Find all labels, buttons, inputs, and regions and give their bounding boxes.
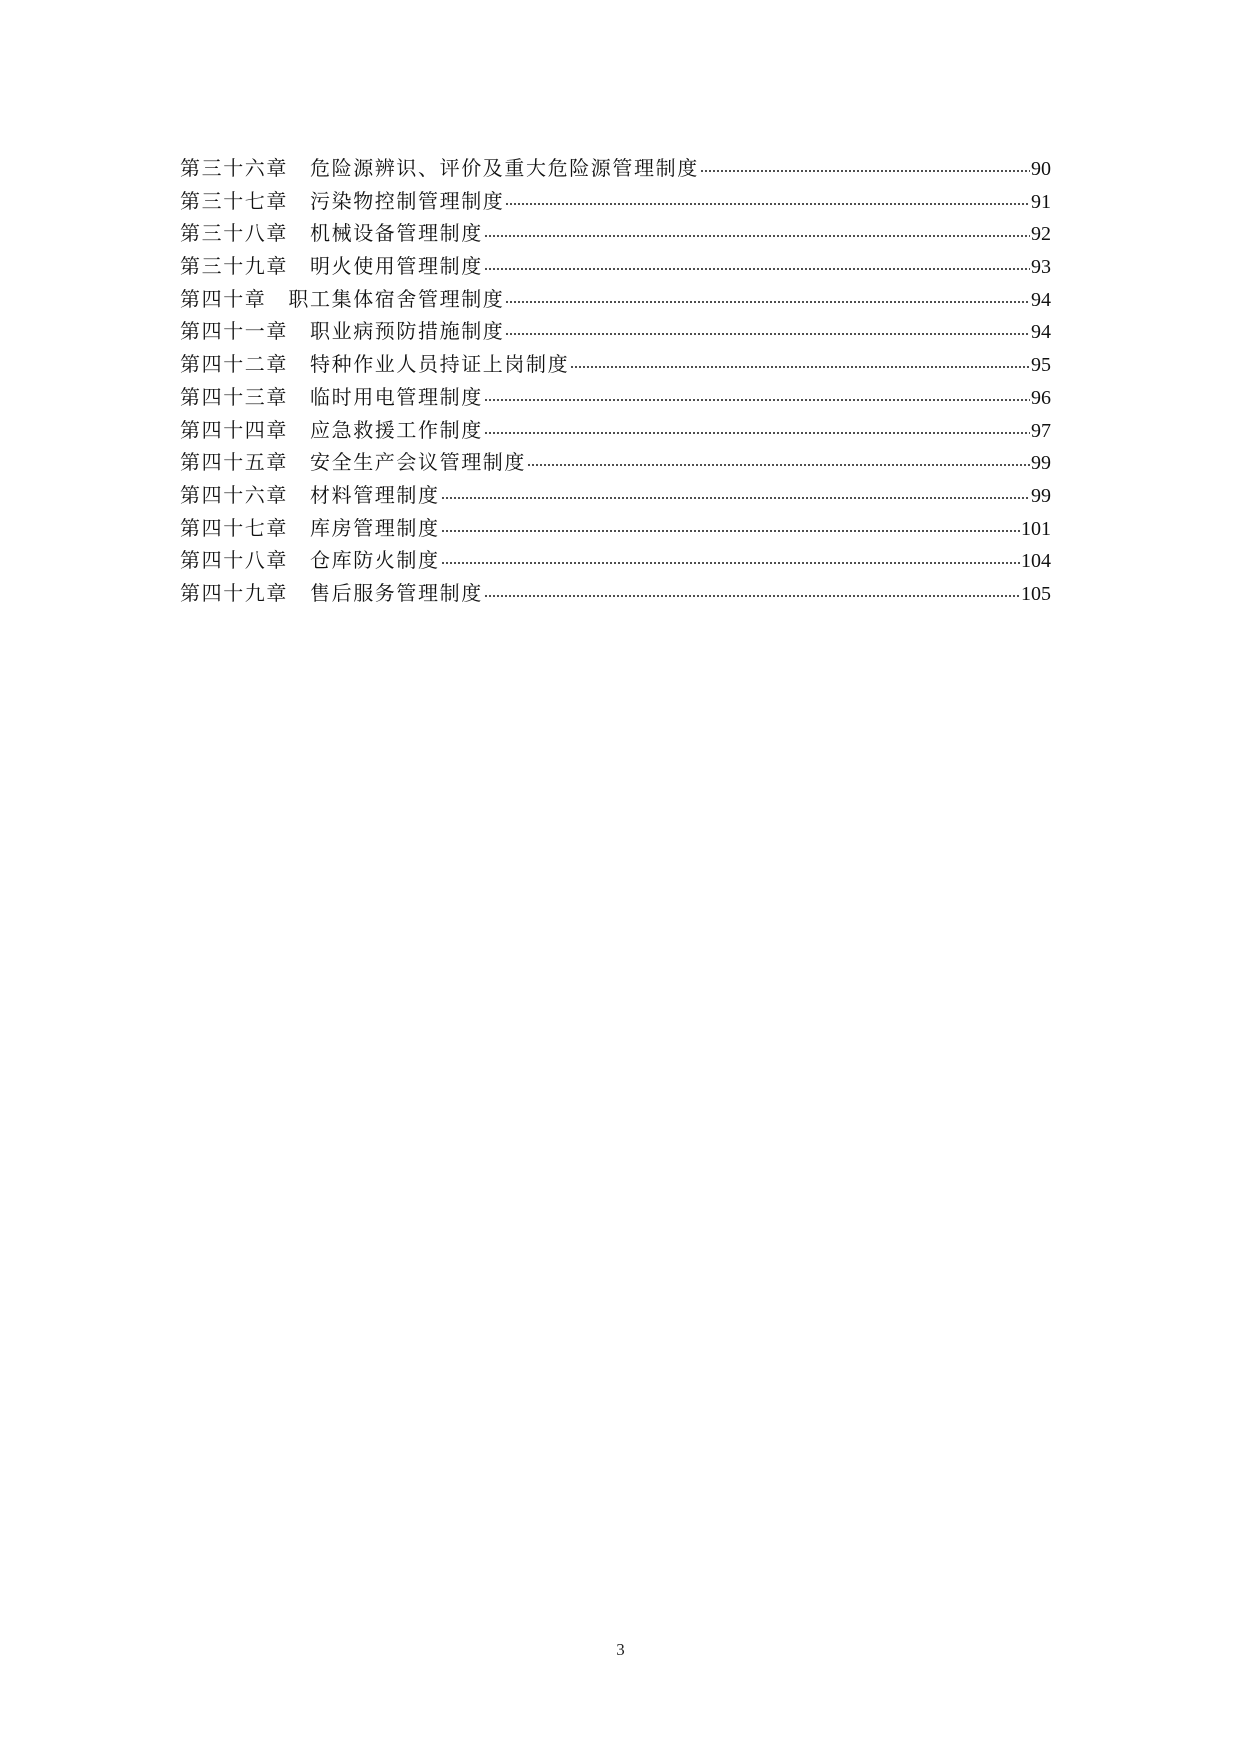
toc-dot-leader bbox=[484, 592, 1020, 600]
toc-title: 应急救援工作制度 bbox=[310, 417, 483, 442]
toc-entry-40[interactable] bbox=[180, 283, 1051, 316]
toc-page-number: 101 bbox=[1021, 517, 1051, 540]
toc-page-number: 96 bbox=[1031, 386, 1051, 409]
toc-dot-leader bbox=[505, 200, 1030, 208]
toc-chapter-label: 第三十九章 bbox=[180, 254, 288, 279]
toc-page-number: 97 bbox=[1031, 419, 1051, 442]
toc-chapter-label: 第四十二章 bbox=[180, 352, 288, 377]
toc-chapter-label: 第三十八章 bbox=[180, 221, 288, 246]
toc-page-number: 90 bbox=[1031, 158, 1051, 180]
toc-dot-leader bbox=[484, 396, 1030, 404]
toc-dot-leader bbox=[505, 330, 1030, 338]
toc-title: 材料管理制度 bbox=[310, 482, 440, 507]
toc-chapter-label: 第四十八章 bbox=[180, 548, 288, 573]
toc-title: 明火使用管理制度 bbox=[310, 254, 483, 279]
toc-title: 临时用电管理制度 bbox=[310, 384, 483, 409]
toc-dot-leader bbox=[441, 494, 1030, 502]
toc-title: 库房管理制度 bbox=[310, 515, 440, 540]
toc-entry-46[interactable] bbox=[180, 479, 1051, 512]
toc-page-number: 99 bbox=[1031, 452, 1051, 475]
toc-chapter-label: 第四十六章 bbox=[180, 482, 288, 507]
toc-dot-leader bbox=[484, 429, 1030, 437]
toc-chapter-label: 第三十六章 bbox=[180, 156, 288, 180]
toc-title: 职工集体宿舍管理制度 bbox=[288, 286, 505, 311]
toc-title: 仓库防火制度 bbox=[310, 548, 440, 573]
toc-page-number: 105 bbox=[1021, 582, 1051, 605]
table-of-contents bbox=[180, 152, 1051, 610]
page-footer-number: 3 bbox=[616, 1640, 625, 1659]
toc-title: 污染物控制管理制度 bbox=[310, 188, 505, 213]
toc-dot-leader bbox=[700, 167, 1030, 175]
toc-dot-leader bbox=[570, 363, 1030, 371]
toc-title: 职业病预防措施制度 bbox=[310, 319, 505, 344]
toc-page-number: 91 bbox=[1031, 190, 1051, 213]
toc-page-number: 93 bbox=[1031, 256, 1051, 279]
toc-title: 机械设备管理制度 bbox=[310, 221, 483, 246]
toc-entry-37[interactable] bbox=[180, 185, 1051, 218]
toc-entry-41[interactable] bbox=[180, 315, 1051, 348]
toc-entry-36[interactable] bbox=[180, 152, 1051, 185]
toc-title: 安全生产会议管理制度 bbox=[310, 450, 526, 475]
toc-chapter-label: 第四十九章 bbox=[180, 580, 288, 605]
toc-title: 特种作业人员持证上岗制度 bbox=[310, 352, 570, 377]
toc-page-number: 99 bbox=[1031, 484, 1051, 507]
toc-chapter-label: 第四十四章 bbox=[180, 417, 288, 442]
toc-entry-39[interactable] bbox=[180, 250, 1051, 283]
toc-dot-leader bbox=[441, 527, 1020, 535]
toc-chapter-label: 第四十三章 bbox=[180, 384, 288, 409]
toc-dot-leader bbox=[527, 461, 1030, 469]
toc-title: 危险源辨识、评价及重大危险源管理制度 bbox=[310, 156, 699, 180]
toc-entry-43[interactable] bbox=[180, 381, 1051, 414]
toc-chapter-label: 第四十一章 bbox=[180, 319, 288, 344]
toc-dot-leader bbox=[484, 265, 1030, 273]
toc-page-number: 94 bbox=[1031, 288, 1051, 311]
toc-entry-49[interactable] bbox=[180, 577, 1051, 610]
toc-page-number: 92 bbox=[1031, 223, 1051, 246]
toc-chapter-label: 第四十章 bbox=[180, 286, 267, 311]
toc-entry-45[interactable] bbox=[180, 446, 1051, 479]
toc-entry-42[interactable] bbox=[180, 348, 1051, 381]
toc-chapter-label: 第三十七章 bbox=[180, 188, 288, 213]
toc-title: 售后服务管理制度 bbox=[310, 580, 483, 605]
toc-page-number: 95 bbox=[1031, 354, 1051, 377]
toc-entry-38[interactable] bbox=[180, 217, 1051, 250]
toc-entry-44[interactable] bbox=[180, 414, 1051, 447]
toc-dot-leader bbox=[505, 298, 1030, 306]
toc-entry-47[interactable] bbox=[180, 512, 1051, 545]
toc-chapter-label: 第四十五章 bbox=[180, 450, 288, 475]
toc-dot-leader bbox=[484, 232, 1030, 240]
toc-dot-leader bbox=[441, 559, 1020, 567]
toc-chapter-label: 第四十七章 bbox=[180, 515, 288, 540]
toc-page-number: 104 bbox=[1021, 550, 1051, 573]
toc-page-number: 94 bbox=[1031, 321, 1051, 344]
toc-entry-48[interactable] bbox=[180, 544, 1051, 577]
